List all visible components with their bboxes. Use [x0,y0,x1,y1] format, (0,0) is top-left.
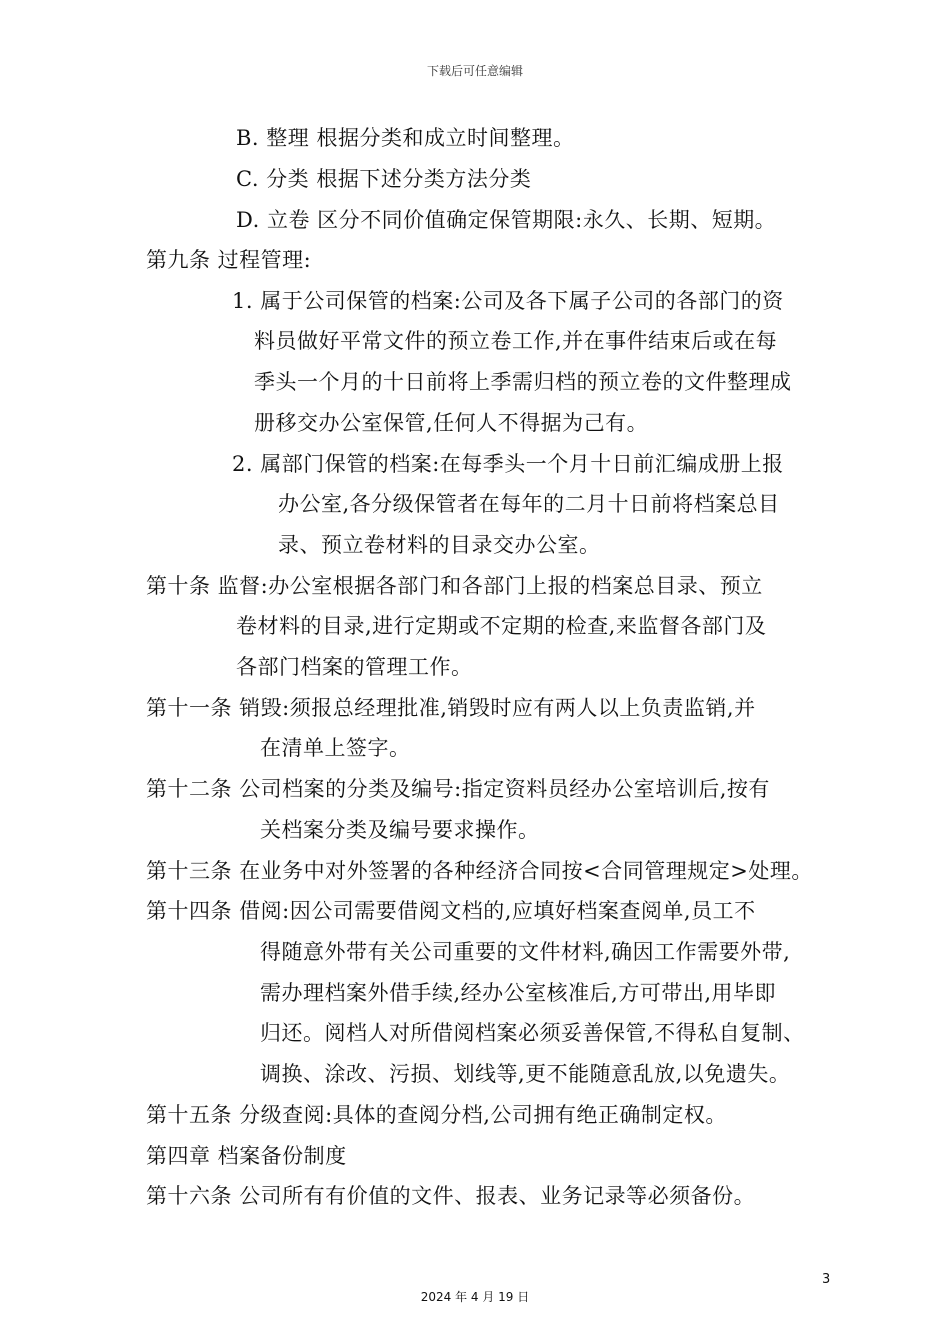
article-heading: 第十条 监督:办公室根据各部门和各部门上报的档案总目录、预立 [146,574,763,598]
text-line: 1. 属于公司保管的档案:公司及各下属子公司的各部门的资 [232,289,784,313]
article-heading: 第十六条 公司所有有价值的文件、报表、业务记录等必须备份。 [146,1184,756,1208]
text-line: 调换、涂改、污损、划线等,更不能随意乱放,以免遗失。 [260,1062,791,1086]
footer-date: 2024 年 4 月 19 日 [420,1290,530,1304]
text-line: 需办理档案外借手续,经办公室核准后,方可带出,用毕即 [260,981,777,1005]
text-line: 录、预立卷材料的目录交办公室。 [278,533,601,557]
text-line: D. 立卷 区分不同价值确定保管期限:永久、长期、短期。 [236,208,777,232]
text-line: 在清单上签字。 [260,736,411,760]
text-line: 卷材料的目录,进行定期或不定期的检查,来监督各部门及 [236,614,767,638]
text-line: 办公室,各分级保管者在每年的二月十日前将档案总目 [278,492,780,516]
header-note: 下载后可任意编辑 [426,64,523,78]
text-line: 关档案分类及编号要求操作。 [260,818,540,842]
text-line: 2. 属部门保管的档案:在每季头一个月十日前汇编成册上报 [232,452,784,476]
text-line: 各部门档案的管理工作。 [236,655,473,679]
article-heading: 第十五条 分级查阅:具体的查阅分档,公司拥有绝正确制定权。 [146,1103,727,1127]
text-line: C. 分类 根据下述分类方法分类 [236,167,532,191]
article-heading: 第十四条 借阅:因公司需要借阅文档的,应填好档案查阅单,员工不 [146,899,756,923]
text-line: 季头一个月的十日前将上季需归档的预立卷的文件整理成 [254,370,792,394]
text-line: 料员做好平常文件的预立卷工作,并在事件结束后或在每 [254,329,778,353]
page-number: 3 [822,1272,831,1287]
chapter-heading: 第四章 档案备份制度 [146,1144,347,1168]
text-line: B. 整理 根据分类和成立时间整理。 [236,126,575,150]
article-heading: 第十一条 销毁:须报总经理批准,销毁时应有两人以上负责监销,并 [146,696,756,720]
text-line: 册移交办公室保管,任何人不得据为己有。 [254,411,649,435]
text-line: 得随意外带有关公司重要的文件材料,确因工作需要外带, [260,940,791,964]
article-heading: 第九条 过程管理: [146,248,312,272]
text-line: 归还。阅档人对所借阅档案必须妥善保管,不得私自复制、 [260,1021,805,1045]
article-heading: 第十二条 公司档案的分类及编号:指定资料员经办公室培训后,按有 [146,777,770,801]
article-heading: 第十三条 在业务中对外签署的各种经济合同按<合同管理规定>处理。 [146,859,813,883]
